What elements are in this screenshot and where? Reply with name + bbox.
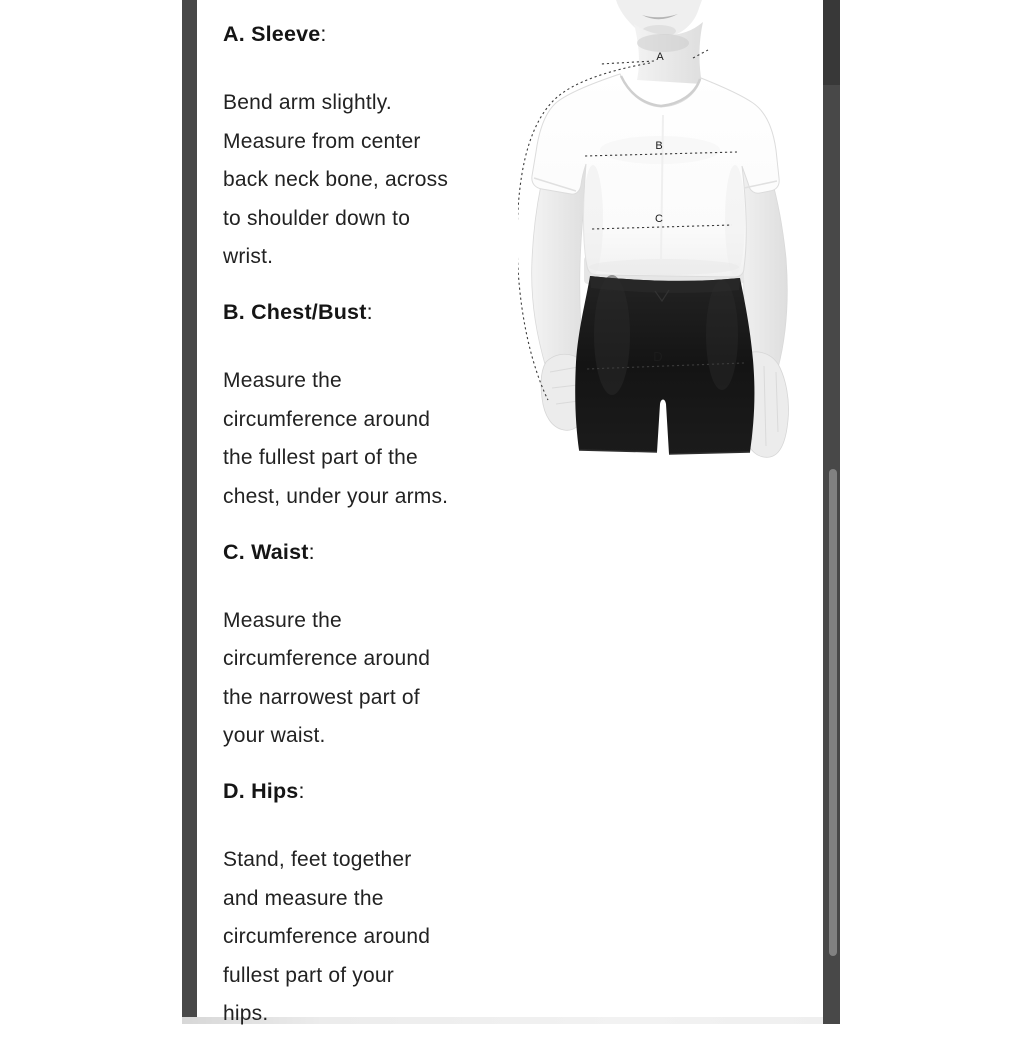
body-line: circumference around [223, 925, 431, 948]
body-line: the narrowest part of [223, 685, 420, 709]
section-body-hips [223, 841, 523, 1034]
figure-head-neck [616, 0, 703, 84]
body-line: and measure the [223, 886, 384, 910]
body-line: fullest part of your [223, 963, 394, 987]
body-line: your waist. [223, 724, 326, 747]
app-frame-right-strip-top-segment [823, 0, 840, 85]
app-frame-left-strip [182, 0, 197, 1017]
figure-shorts [575, 275, 754, 454]
figure-label-sleeve: A [656, 51, 664, 63]
heading-colon: : [366, 300, 373, 324]
section-body-chest [223, 362, 523, 516]
body-line: wrist. [223, 245, 274, 268]
section-heading-waist: C. Waist: [223, 539, 315, 564]
section-body-waist [223, 602, 523, 756]
body-line: to shoulder down to [223, 206, 411, 230]
body-line: the fullest part of the [223, 446, 418, 469]
figure-label-hips: D [653, 349, 663, 364]
section-heading-sleeve: A. Sleeve: [223, 22, 327, 46]
scrollbar-thumb[interactable] [829, 469, 837, 956]
heading-colon: : [298, 779, 305, 803]
body-line: circumference around [223, 647, 431, 670]
section-heading-hips: D. Hips: [223, 779, 305, 803]
measurement-figure-image [518, 0, 824, 470]
body-line: hips. [223, 1002, 269, 1025]
body-line: back neck bone, across [223, 168, 449, 191]
heading-colon: : [308, 539, 315, 564]
body-line: Measure from center [223, 129, 421, 153]
size-guide-text-column [223, 22, 523, 1057]
body-line: Measure the [223, 608, 342, 632]
body-line: Measure the [223, 369, 342, 392]
figure-label-waist: C [655, 213, 663, 225]
body-line: Bend arm slightly. [223, 91, 392, 114]
section-heading-chest: B. Chest/Bust: [223, 300, 373, 324]
body-line: chest, under your arms. [223, 484, 449, 508]
heading-colon: : [320, 22, 327, 46]
figure-label-chest: B [655, 140, 663, 152]
body-line: circumference around [223, 407, 431, 431]
body-line: Stand, feet together [223, 848, 412, 871]
section-body-sleeve [223, 84, 523, 277]
